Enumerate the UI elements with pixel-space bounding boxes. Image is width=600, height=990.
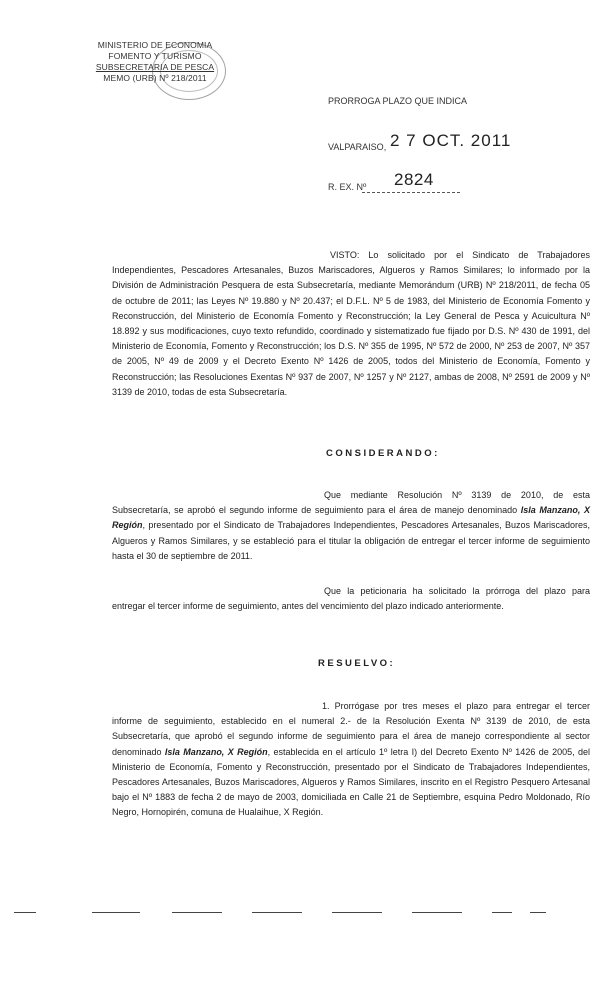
letterhead-subsecretaria: SUBSECRETARIA DE PESCA: [95, 62, 215, 72]
scan-mark: [332, 912, 382, 913]
resuelvo-paragraph-1: [112, 699, 590, 821]
resuelvo-p1-area-name: Isla Manzano, X Región: [164, 746, 268, 757]
resolution-number-line: [362, 192, 460, 193]
letterhead-fomento: FOMENTO Y TURISMO: [108, 51, 202, 61]
place-label: VALPARAISO,: [328, 142, 387, 152]
resuelvo-p1-text-c: , establecida en el artículo 1º letra I) del Decreto Exento Nº 1426 de 2005, del Ministerio de Economía, Fomento y Reconstrucción, presentado por el Sindicato de Trabajadores Independientes, Pescadores Artesanales, Buzos Mariscadores, Algueros y Ramos Similares, inscrito en el Registro Pesquero Artesanal bajo el Nº 1883 de fecha 2 de mayo de 2003, domiciliada en Calle 21 de Septiembre, esquina Pedro Moldonado, Río Negro, Hornopirén, comuna de Hualaihue, X Región.: [112, 746, 591, 818]
visto-paragraph: VISTO: Lo solicitado por el Sindicato de Trabajadores Independientes, Pescadores Artesanales, Buzos Mariscadores, Algueros y Ramos Similares; lo informado por la División de Administración Pesquera de esta Subsecretaría, mediante Memorándum (URB) Nº 218/2011, de fecha 05 de octubre de 2011; las Leyes Nº 19.880 y Nº 20.437; el D.F.L. Nº 5 de 1983, del Ministerio de Economía Fomento y Reconstrucción, del Ministerio de Economía Fomento y Reconstrucción; la Ley General de Pesca y Acuicultura Nº 18.892 y sus modificaciones, cuyo texto refundido, coordinado y sistematizado fue fijado por D.S. Nº 430 de 1991, del Ministerio de Economía, Fomento y Reconstrucción; los D.S. Nº 355 de 1995, Nº 572 de 2000, Nº 253 de 2007, Nº 357 de 2005, Nº 49 de 2009 y el Decreto Exento Nº 1426 de 2005, todos del Ministerio de Economía, Fomento y Reconstrucción; las Resoluciones Exentas Nº 937 de 2007, Nº 1257 y Nº 2127, ambas de 2008, Nº 2591 de 2009 y Nº 3139 de 2010, todas de esta Subsecretaría.: [112, 250, 590, 397]
letterhead-ministry: MINISTERIO DE ECONOMIA: [97, 40, 213, 50]
considerando-heading: CONSIDERANDO:: [326, 448, 440, 459]
resuelvo-heading: RESUELVO:: [318, 658, 396, 669]
letterhead: [70, 40, 240, 84]
scan-mark: [172, 912, 222, 913]
considerando-paragraph-1: [112, 488, 590, 564]
document-subject: PRORROGA PLAZO QUE INDICA: [328, 96, 468, 106]
considerando-paragraph-2: Que la peticionaria ha solicitado la prórroga del plazo para entregar el tercer informe de seguimiento, antes del vencimiento del plazo indicado anteriormente.: [112, 586, 590, 612]
scan-mark: [412, 912, 462, 913]
scan-mark: [492, 912, 512, 913]
scan-mark: [14, 912, 36, 913]
scan-mark: [252, 912, 302, 913]
stamped-date: 2 7 OCT. 2011: [390, 131, 512, 150]
scan-mark: [530, 912, 546, 913]
letterhead-memo: MEMO (URB) Nº 218/2011: [103, 73, 207, 83]
resolution-number-label: R. EX. Nº: [328, 182, 367, 192]
considerando-p1-area-name: Isla Manzano, X Región: [112, 505, 590, 531]
considerando-p1-text-c: , presentado por el Sindicato de Trabajadores Independientes, Pescadores Artesanales, Buzos Mariscadores, Algueros y Ramos Similares, y se estableció para el titular la obligación de entregar el tercer informe de seguimiento hasta el 30 de septiembre de 2011.: [112, 520, 590, 561]
considerando-p1-text-a: Que mediante Resolución Nº 3139 de 2010, de esta Subsecretaría, se aprobó el segundo informe de seguimiento para el área de manejo denominado: [112, 490, 590, 516]
scan-mark: [92, 912, 140, 913]
resuelvo-p1-text-a: 1. Prorrógase por tres meses el plazo para entregar el tercer informe de seguimiento, establecido en el numeral 2.- de la Resolución Exenta Nº 3139 de 2010, de esta Subsecretaría, que aprobó el segundo informe de seguimiento para el área de manejo correspondiente al sector denominado: [112, 701, 590, 757]
resolution-number: 2824: [394, 170, 434, 189]
